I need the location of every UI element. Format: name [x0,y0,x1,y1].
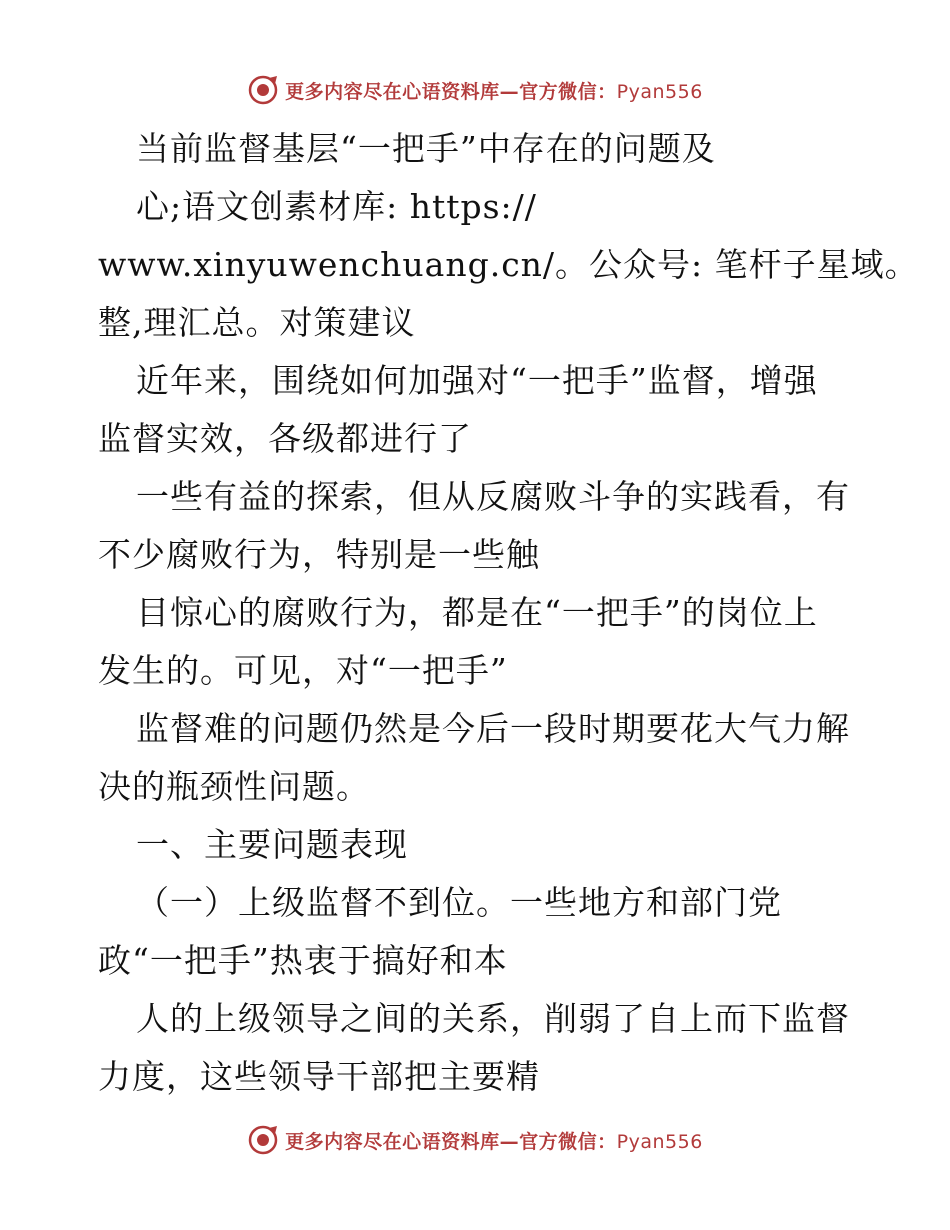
text-line: 一些有益的探索，但从反腐败斗争的实践看，有 [136,477,850,516]
text-line: 发生的。可见，对“一把手” [98,651,508,690]
text-line: 监督难的问题仍然是今后一段时期要花大气力解 [136,709,850,748]
watermark-header [0,70,950,110]
text-line: 不少腐败行为，特别是一些触 [98,535,540,574]
watermark-handle: Pyan556 [616,1130,703,1153]
text-line: 一、主要问题表现 [136,825,408,864]
pen-seal-logo-icon [247,1124,279,1156]
pen-seal-logo-icon [247,74,279,106]
text-line: 政“一把手”热衷于搞好和本 [98,941,508,980]
text-line: 近年来，围绕如何加强对“一把手”监督，增强 [136,361,818,400]
text-line: 目惊心的腐败行为，都是在“一把手”的岗位上 [136,593,818,632]
watermark-handle: Pyan556 [616,80,703,103]
text-line: 决的瓶颈性问题。 [98,767,370,806]
watermark-text: 更多内容尽在心语资料库—官方微信：Pyan556 [285,1130,703,1153]
text-line: www.xinyuwenchuang.cn/。公众号: 笔杆子星域。 [98,245,919,284]
text-line: 人的上级领导之间的关系，削弱了自上而下监督 [136,999,850,1038]
watermark-footer [0,1120,950,1160]
document-body [98,120,919,1106]
text-line: 力度，这些领导干部把主要精 [98,1057,540,1096]
watermark-text: 更多内容尽在心语资料库—官方微信：Pyan556 [285,80,703,103]
text-line: 心;语文创素材库: https:// [136,187,537,226]
text-line: （一）上级监督不到位。一些地方和部门党 [136,883,782,922]
text-line: 监督实效，各级都进行了 [98,419,472,458]
text-line: 整,理汇总。对策建议 [98,303,416,342]
text-line: 当前监督基层“一把手”中存在的问题及 [136,129,716,168]
